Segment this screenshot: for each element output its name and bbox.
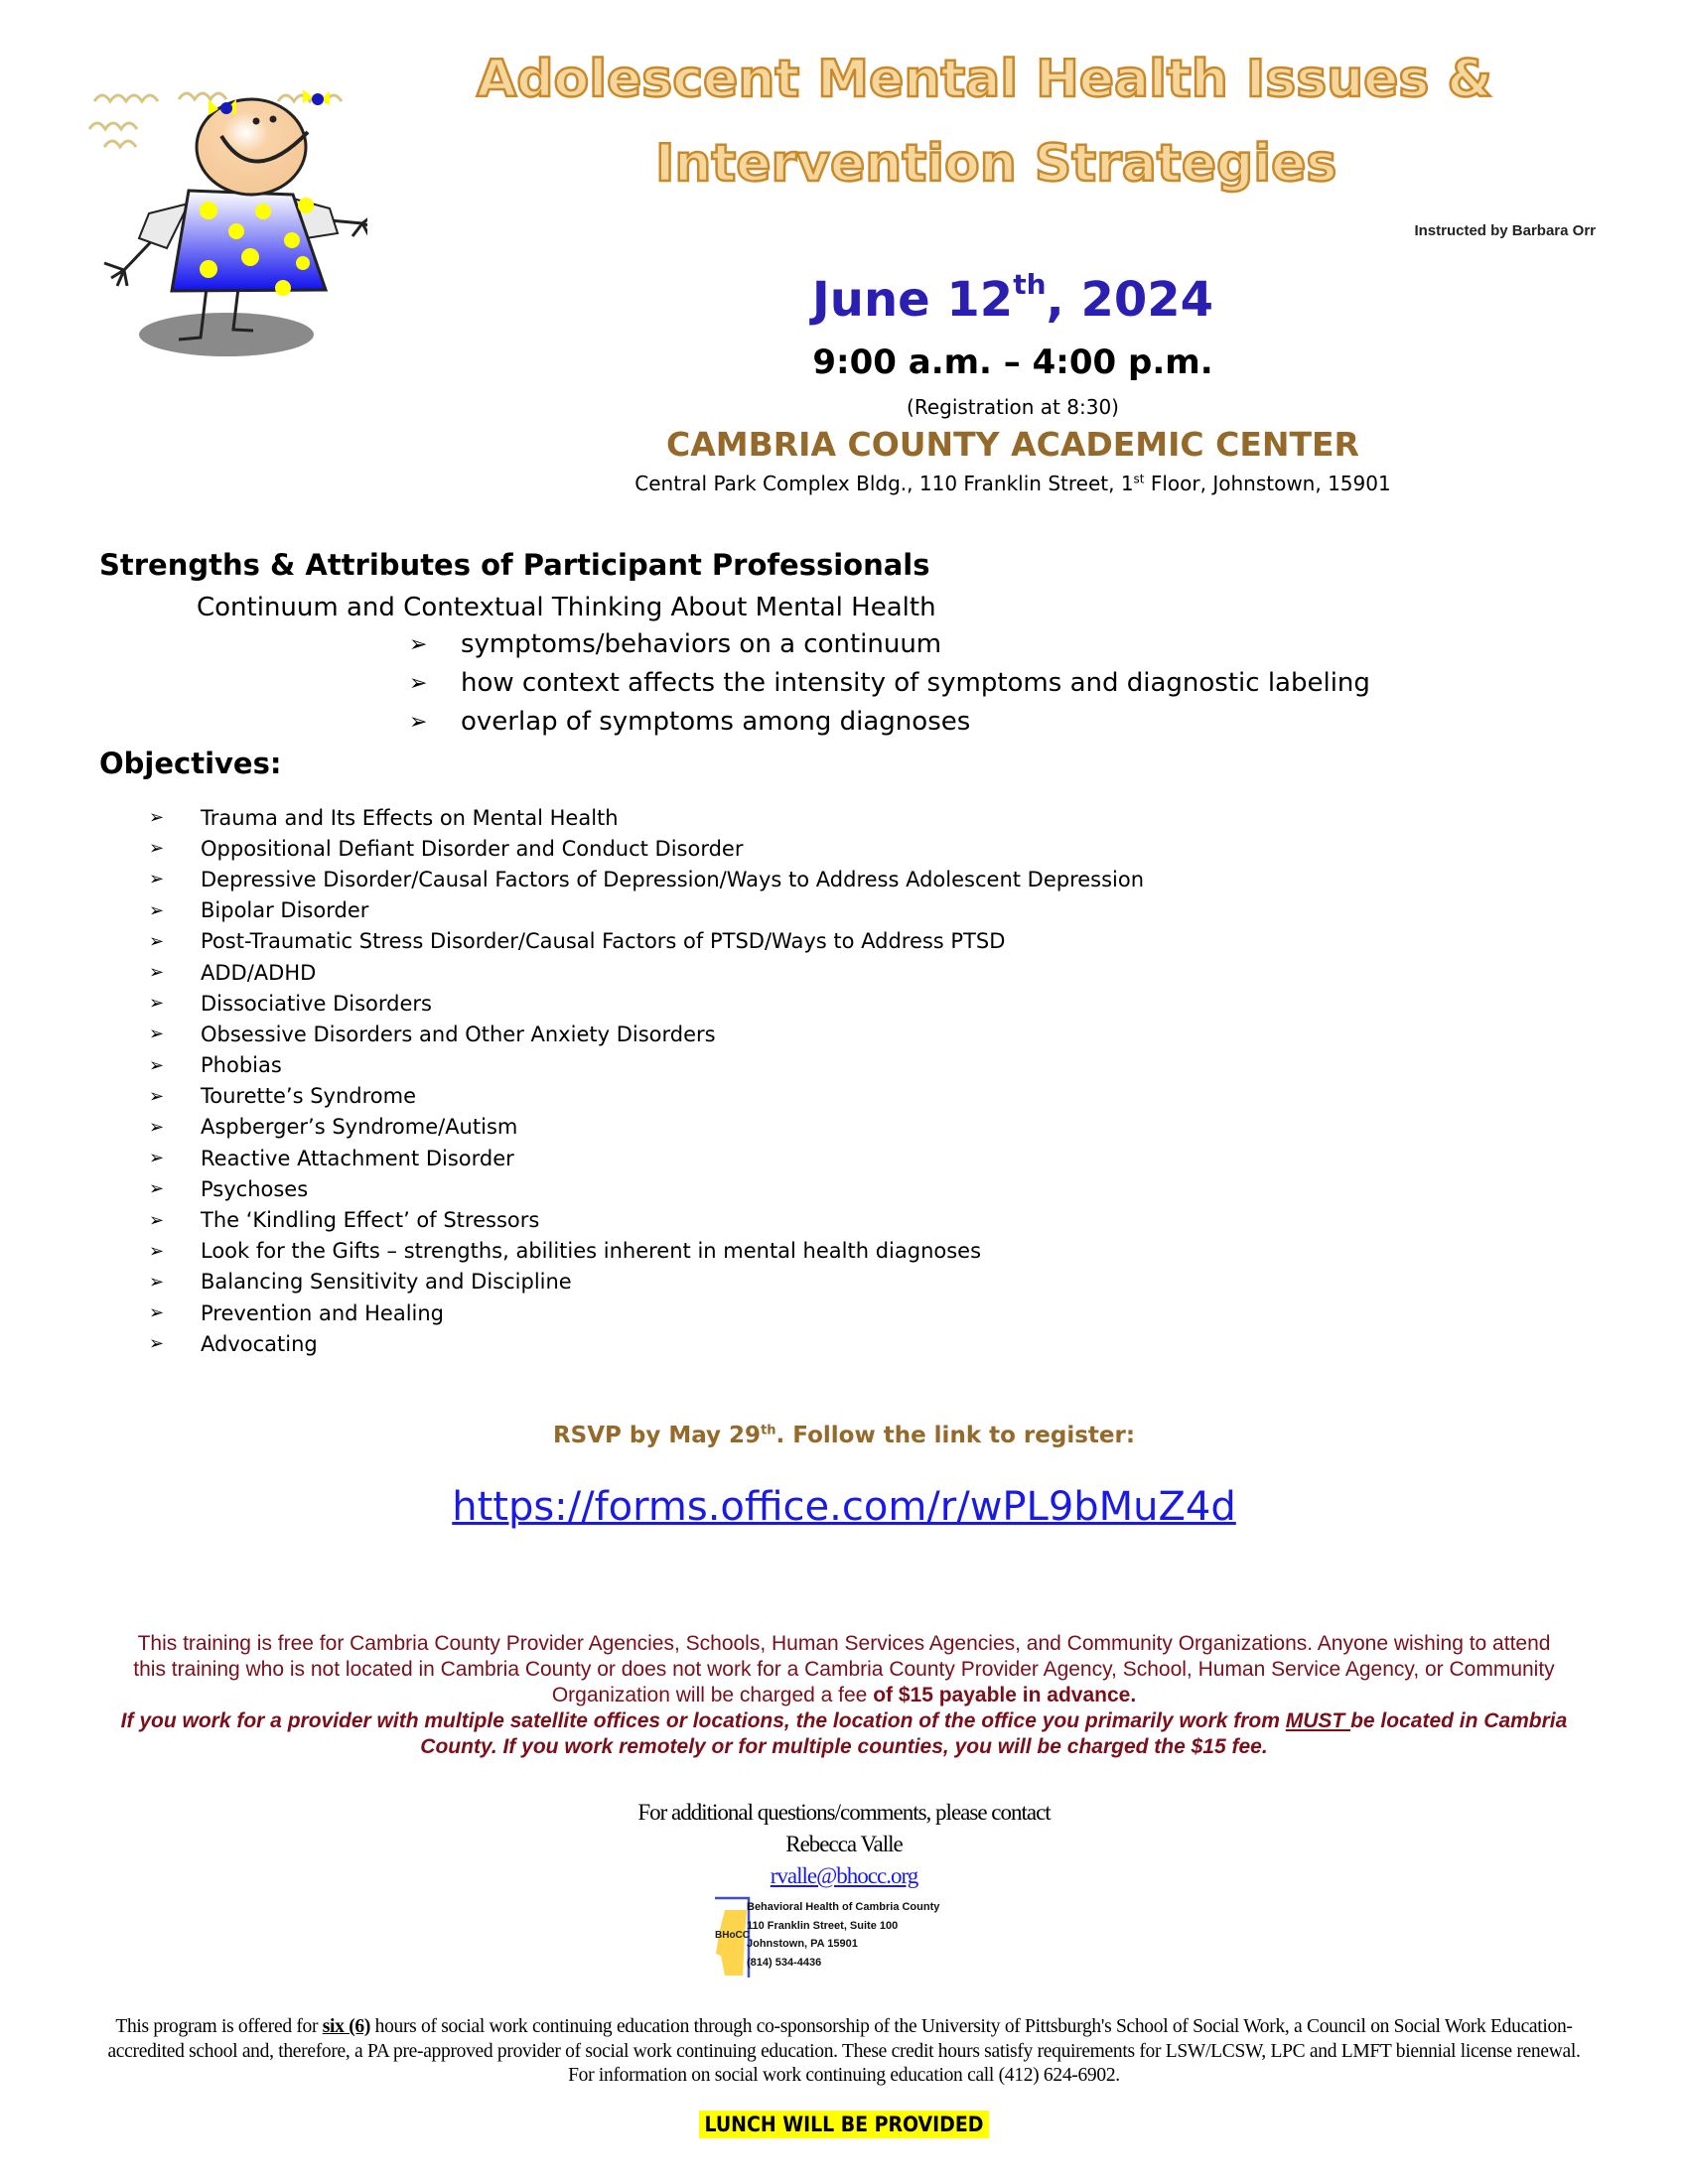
- ceu-information: [94, 2015, 1594, 2089]
- objective-text: Trauma and Its Effects on Mental Health: [201, 805, 619, 830]
- arrow-bullet-icon: ➢: [149, 1333, 165, 1355]
- arrow-bullet-icon: ➢: [149, 930, 165, 952]
- fee-information: [119, 1631, 1569, 1760]
- arrow-bullet-icon: ➢: [149, 869, 165, 890]
- event-date-year: , 2024: [1046, 272, 1214, 328]
- objective-item: [149, 895, 1144, 926]
- lunch-banner: [0, 2113, 1688, 2136]
- objective-item: [149, 1019, 1144, 1049]
- strength-bullet-text: symptoms/behaviors on a continuum: [461, 629, 942, 659]
- objective-text: Look for the Gifts – strengths, abilities inherent in mental health diagnoses: [201, 1239, 982, 1264]
- arrow-bullet-icon: ➢: [149, 1209, 165, 1231]
- organization-address-1: 110 Franklin Street, Suite 100: [747, 1919, 899, 1932]
- objective-text: Psychoses: [201, 1176, 309, 1201]
- address-text-end: Floor, Johnstown, 15901: [1144, 472, 1391, 495]
- objective-item: [149, 1267, 1144, 1297]
- event-date: [0, 268, 1688, 328]
- title-line-1: Adolescent Mental Health Issues &: [477, 50, 1492, 109]
- address-text: Central Park Complex Bldg., 110 Franklin Street, 1: [634, 472, 1134, 495]
- objective-item: [149, 1050, 1144, 1081]
- objective-item: [149, 957, 1144, 988]
- arrow-bullet-icon: ➢: [149, 993, 165, 1015]
- objective-item: [149, 926, 1144, 957]
- instructor-credit: Instructed by Barbara Orr: [1414, 222, 1596, 239]
- objective-text: Obsessive Disorders and Other Anxiety Disorders: [201, 1022, 716, 1046]
- fee-text: This training is free for Cambria County Provider Agencies, Schools, Human Services Agencies, and Community Organizations. Anyone wishing to attend this training who is not located in Cambria County or does not work for a Cambria County Provider Agency, School, Human Service Agency, or Community Organization will be charged a fee: [133, 1632, 1555, 1706]
- arrow-bullet-icon: ➢: [149, 838, 165, 860]
- objective-item: [149, 864, 1144, 894]
- contact-intro: For additional questions/comments, please contact: [637, 1800, 1051, 1825]
- strength-bullet: [409, 668, 1370, 698]
- objective-item: [149, 988, 1144, 1019]
- objective-text: Tourette’s Syndrome: [201, 1084, 416, 1109]
- arrow-bullet-icon: ➢: [149, 1240, 165, 1262]
- arrow-bullet-icon: ➢: [149, 1302, 165, 1324]
- arrow-bullet-icon: ➢: [149, 1148, 165, 1169]
- ceu-text: This program is offered for: [115, 2016, 323, 2037]
- ceu-hours: six (6): [322, 2016, 371, 2037]
- objective-item: [149, 1173, 1144, 1204]
- arrow-bullet-icon: ➢: [149, 1054, 165, 1076]
- objectives-list: [149, 802, 1144, 1359]
- registration-link[interactable]: https://forms.office.com/r/wPL9bMuZ4d: [452, 1484, 1236, 1530]
- objective-item: [149, 802, 1144, 833]
- organization-info: [747, 1898, 939, 1972]
- objective-text: Post-Traumatic Stress Disorder/Causal Factors of PTSD/Ways to Address PTSD: [201, 929, 1006, 954]
- objective-item: [149, 1143, 1144, 1173]
- bhocc-logo-text: BHoCC: [715, 1930, 750, 1941]
- arrow-bullet-icon: ➢: [149, 1116, 165, 1138]
- objective-text: Reactive Attachment Disorder: [201, 1146, 514, 1170]
- arrow-bullet-icon: ➢: [149, 962, 165, 984]
- strength-bullet: [409, 629, 941, 659]
- objective-item: [149, 833, 1144, 864]
- registration-time: (Registration at 8:30): [907, 395, 1119, 419]
- objective-item: [149, 1328, 1144, 1359]
- fee-note: [121, 1709, 1568, 1758]
- organization-phone: (814) 534-4436: [747, 1956, 822, 1969]
- contact-block: [0, 1797, 1688, 1892]
- objective-text: Prevention and Healing: [201, 1300, 445, 1325]
- objective-text: Depressive Disorder/Causal Factors of Depression/Ways to Address Adolescent Depression: [201, 867, 1145, 891]
- strength-bullet: [409, 707, 970, 737]
- objective-text: Advocating: [201, 1331, 318, 1356]
- strength-bullet-text: overlap of symptoms among diagnoses: [461, 707, 971, 737]
- organization-address-2: Johnstown, PA 15901: [747, 1938, 858, 1950]
- organization-name: Behavioral Health of Cambria County: [747, 1901, 940, 1913]
- ceu-text-end: hours of social work continuing education through co-sponsorship of the University of Pittsburgh's School of Social Work, a Council on Social Work Education-accredited school and, therefore, a PA pre-approved provider of social work continuing education. These credit hours satisfy requirements for LSW/LCSW, LPC and LMFT biennial license renewal. For information on social work continuing education call (412) 624-6902.: [107, 2016, 1581, 2086]
- objective-text: Oppositional Defiant Disorder and Conduct Disorder: [201, 836, 744, 861]
- arrow-bullet-icon: ➢: [149, 899, 165, 921]
- event-date-day: June 12: [811, 272, 1014, 328]
- venue-name: CAMBRIA COUNTY ACADEMIC CENTER: [666, 425, 1359, 464]
- strength-bullet-text: how context affects the intensity of symptoms and diagnostic labeling: [461, 668, 1370, 698]
- rsvp-date: RSVP by May 29: [552, 1423, 762, 1448]
- fee-note-text: If you work for a provider with multiple satellite offices or locations, the location of the office you primarily work from: [120, 1709, 1286, 1732]
- arrow-bullet-icon: ➢: [149, 1271, 165, 1293]
- register-link-container: [0, 1484, 1688, 1530]
- objective-text: Bipolar Disorder: [201, 898, 369, 923]
- arrow-bullet-icon: ➢: [409, 709, 428, 735]
- objective-text: The ‘Kindling Effect’ of Stressors: [201, 1208, 540, 1233]
- venue-address: [0, 472, 1688, 495]
- objective-text: Aspberger’s Syndrome/Autism: [201, 1115, 518, 1140]
- contact-email-link[interactable]: rvalle@bhocc.org: [770, 1863, 918, 1888]
- rsvp-ordinal: th: [761, 1423, 776, 1438]
- address-ordinal: st: [1133, 472, 1145, 486]
- arrow-bullet-icon: ➢: [149, 1178, 165, 1200]
- objective-text: Phobias: [201, 1053, 282, 1078]
- objective-item: [149, 1112, 1144, 1143]
- event-time: 9:00 a.m. – 4:00 p.m.: [812, 342, 1213, 382]
- title-line-2: Intervention Strategies: [655, 134, 1337, 194]
- objective-item: [149, 1204, 1144, 1235]
- rsvp-instructions: [0, 1423, 1688, 1448]
- arrow-bullet-icon: ➢: [409, 670, 428, 696]
- objective-text: Dissociative Disorders: [201, 991, 432, 1016]
- arrow-bullet-icon: ➢: [149, 1085, 165, 1107]
- contact-name: Rebecca Valle: [785, 1832, 903, 1856]
- arrow-bullet-icon: ➢: [149, 1024, 165, 1045]
- fee-note-must: MUST: [1285, 1709, 1351, 1732]
- arrow-bullet-icon: ➢: [149, 807, 165, 829]
- lunch-text: LUNCH WILL BE PROVIDED: [699, 2111, 990, 2138]
- objective-item: [149, 1297, 1144, 1328]
- objective-item: [149, 1236, 1144, 1267]
- objectives-heading: Objectives:: [99, 747, 282, 780]
- fee-amount: of $15 payable in advance.: [873, 1684, 1137, 1706]
- objective-text: Balancing Sensitivity and Discipline: [201, 1270, 572, 1295]
- arrow-bullet-icon: ➢: [409, 631, 428, 657]
- strengths-subheading: Continuum and Contextual Thinking About Mental Health: [197, 593, 936, 622]
- strengths-heading: Strengths & Attributes of Participant Professionals: [99, 548, 930, 582]
- fee-note-text-end: be located in Cambria County. If you work remotely or for multiple counties, you will be charged the $15 fee.: [420, 1709, 1568, 1758]
- event-date-ordinal: th: [1013, 268, 1047, 301]
- rsvp-text: . Follow the link to register:: [775, 1423, 1136, 1448]
- objective-item: [149, 1081, 1144, 1112]
- objective-text: ADD/ADHD: [201, 960, 317, 985]
